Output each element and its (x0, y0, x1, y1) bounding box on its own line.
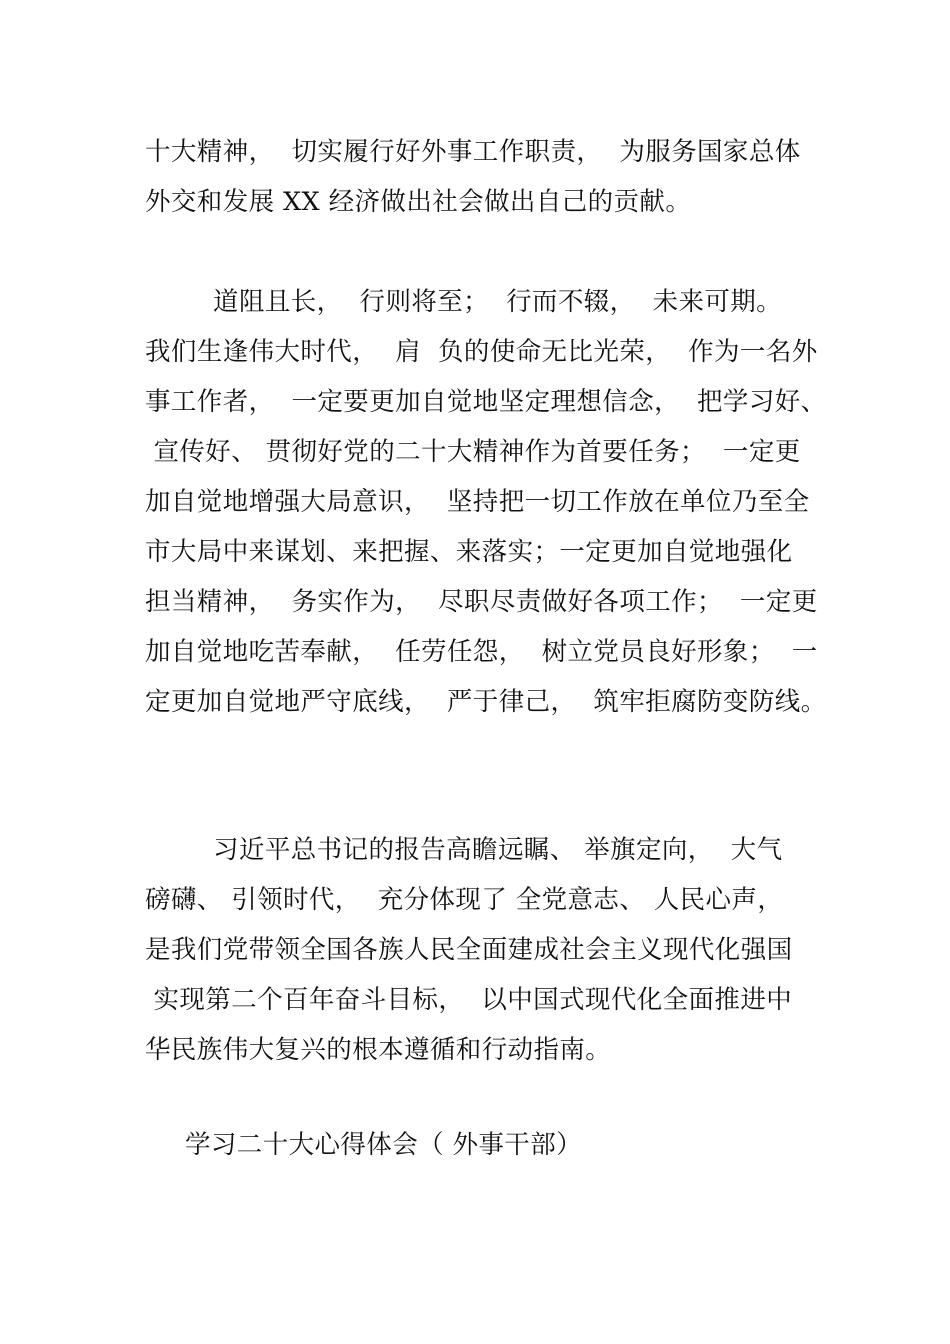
paragraph-3-line-4: 实现第二个百年奋斗目标， 以中国式现代化全面推进中 (145, 985, 793, 1015)
paragraph-1-line-2: 外交和发展 XX 经济做出社会做出自己的贡献。 (145, 187, 692, 217)
paragraph-3-line-5: 华民族伟大复兴的根本遵循和行动指南。 (145, 1035, 612, 1065)
paragraph-2-line-6: 市大局中来谋划、来把握、来落实；一定更加自觉地强化 (145, 537, 793, 567)
paragraph-2-line-4: 宣传好、 贯彻好党的二十大精神作为首要任务； 一定更 (145, 437, 801, 467)
document-heading: 学习二十大心得体会（ 外事干部） (185, 1130, 583, 1160)
paragraph-2-line-2: 我们生逢伟大时代， 肩 负的使命无比光荣， 作为一名外 (145, 337, 818, 367)
paragraph-1-line-1: 十大精神， 切实履行好外事工作职责， 为服务国家总体 (145, 137, 801, 167)
paragraph-2-line-8: 加自觉地吃苦奉献， 任劳任怨， 树立党员良好形象； 一 (145, 637, 818, 667)
paragraph-3-line-1: 习近平总书记的报告高瞻远瞩、 举旗定向， 大气 (145, 835, 783, 865)
paragraph-2-line-3: 事工作者， 一定要更加自觉地坚定理想信念， 把学习好、 (145, 387, 827, 417)
paragraph-3-line-3: 是我们党带领全国各族人民全面建成社会主义现代化强国 (145, 935, 793, 965)
paragraph-2-line-1: 道阻且长， 行则将至； 行而不辍， 未来可期。 (145, 287, 783, 317)
paragraph-2-line-7: 担当精神， 务实作为， 尽职尽责做好各项工作； 一定更 (145, 587, 818, 617)
paragraph-3-line-2: 磅礴、 引领时代， 充分体现了 全党意志、 人民心声， (145, 885, 784, 915)
paragraph-2-line-9: 定更加自觉地严守底线， 严于律己， 筑牢拒腐防变防线。 (145, 687, 827, 717)
paragraph-2-line-5: 加自觉地增强大局意识， 坚持把一切工作放在单位乃至全 (145, 487, 810, 517)
